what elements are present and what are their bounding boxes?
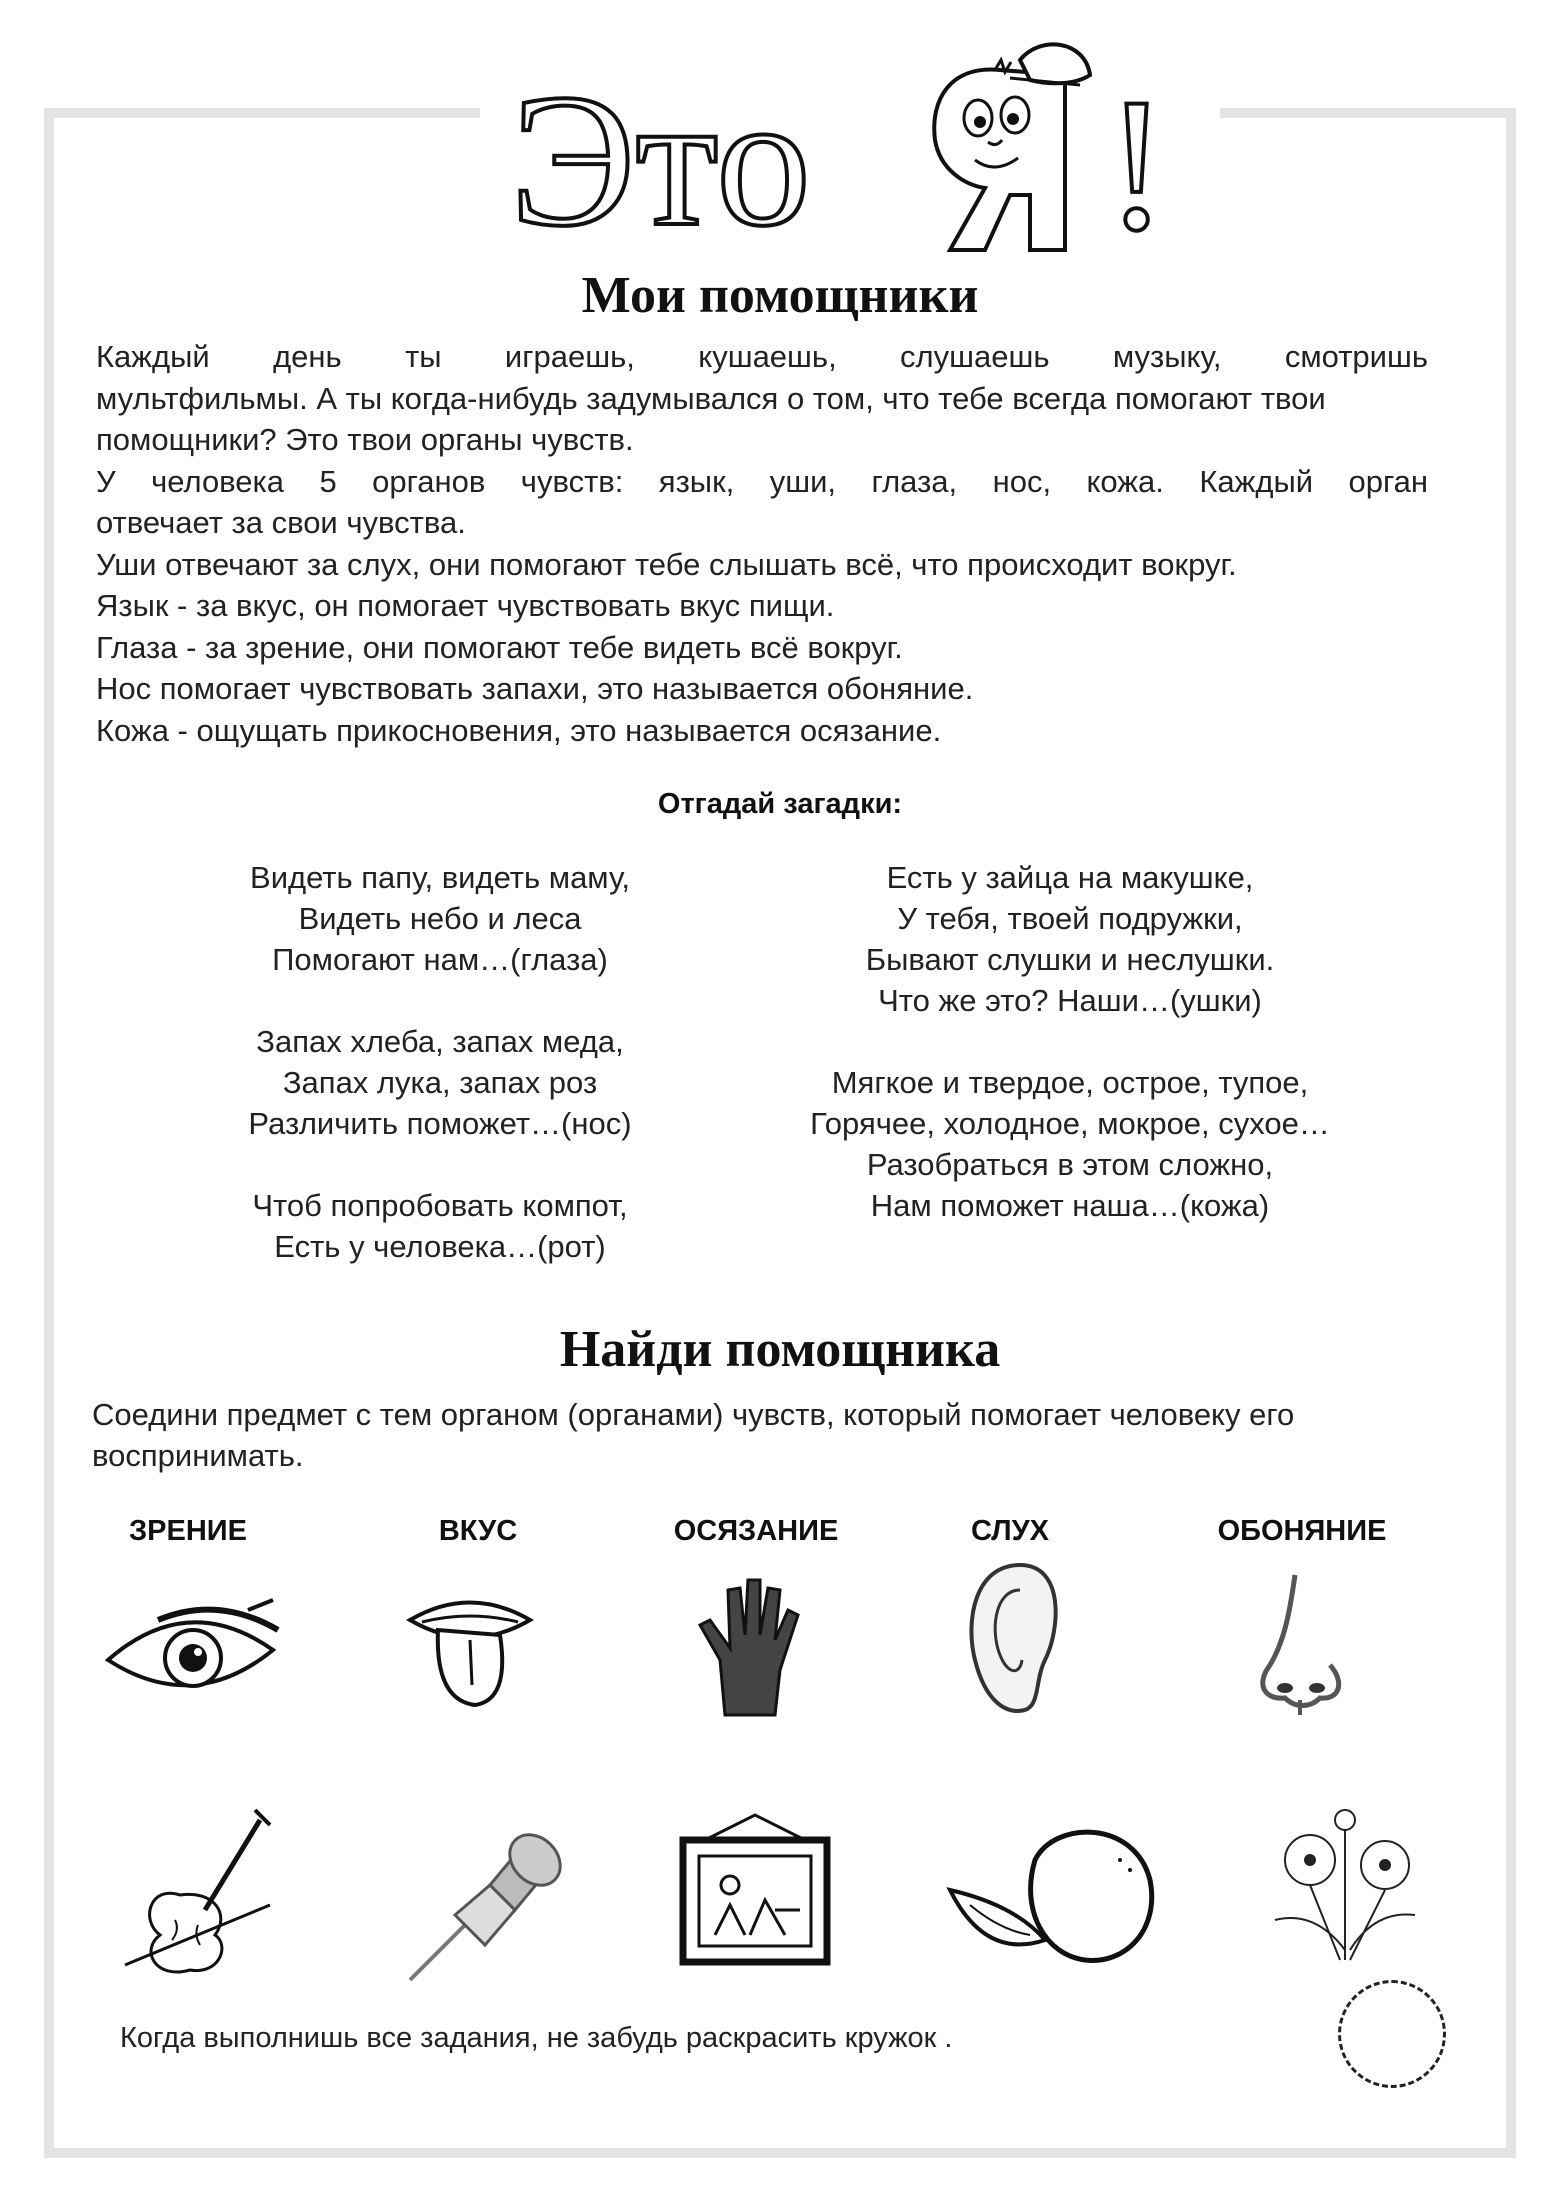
riddle-line: Бывают слушки и неслушки. [865, 942, 1275, 977]
riddle [760, 1062, 1380, 1226]
push-pin-icon[interactable] [400, 1825, 570, 1985]
intro-line: Глаза - за зрение, они помогают тебе видеть всё вокруг. [96, 629, 903, 665]
section-heading-find-helper: Найди помощника [559, 1321, 1001, 1378]
riddle-line: Видеть небо и леса [298, 901, 582, 936]
section-heading-helpers: Мои помощники [581, 267, 979, 324]
riddle [180, 857, 700, 980]
hand-icon[interactable] [690, 1570, 810, 1720]
riddle-line: Чтоб попробовать компот, [252, 1188, 628, 1223]
eye-icon[interactable] [98, 1590, 283, 1710]
sense-label-touch: ОСЯЗАНИЕ [673, 1515, 839, 1547]
title-exclamation: ! [1105, 60, 1169, 270]
intro-line: У человека 5 органов чувств: язык, уши, глаза, нос, кожа. Каждый орган [96, 463, 1428, 499]
color-circle[interactable] [1338, 1980, 1446, 2088]
riddle-line: Различить поможет…(нос) [248, 1106, 632, 1141]
flowers-icon[interactable] [1255, 1800, 1435, 1970]
riddle-line: Нам поможет наша…(кожа) [870, 1188, 1270, 1223]
nose-icon[interactable] [1245, 1570, 1355, 1720]
intro-line: отвечает за свои чувства. [96, 505, 466, 540]
riddles-right-column [760, 857, 1380, 1267]
riddle-line: Что же это? Наши…(ушки) [878, 983, 1262, 1018]
riddle [760, 857, 1380, 1021]
sense-label-taste: ВКУС [438, 1515, 518, 1547]
riddle-line: Запах хлеба, запах меда, [256, 1024, 624, 1059]
riddle [180, 1185, 700, 1267]
footer-instruction: Когда выполнишь все задания, не забудь раскрасить кружок . [120, 2022, 953, 2054]
riddles-left-column [180, 857, 700, 1308]
intro-line: Кожа - ощущать прикосновения, это называется осязание. [96, 712, 942, 748]
lemon-icon[interactable] [945, 1820, 1165, 1970]
riddles-title: Отгадай загадки: [657, 788, 903, 820]
riddle-line: Есть у зайца на макушке, [886, 860, 1254, 895]
task-instruction: Соедини предмет с тем органом (органами) чувств, который помогает человеку его воспринимать. [92, 1397, 1295, 1473]
riddle [180, 1021, 700, 1144]
intro-line: Нос помогает чувствовать запахи, это называется обоняние. [96, 671, 974, 706]
violin-icon[interactable] [120, 1800, 280, 1980]
intro-text [96, 336, 1428, 751]
intro-line: Уши отвечают за слух, они помогают тебе слышать всё, что происходит вокруг. [96, 546, 1237, 582]
riddle-line: У тебя, твоей подружки, [897, 901, 1243, 936]
riddle-line: Разобраться в этом сложно, [866, 1147, 1274, 1182]
intro-line: Язык - за вкус, он помогает чувствовать вкус пищи. [96, 588, 835, 623]
riddle-line: Видеть папу, видеть маму, [250, 860, 630, 895]
intro-line: мультфильмы. А ты когда-нибудь задумывался о том, что тебе всегда помогают твои помощники? Это твои органы чувств. [96, 380, 1326, 457]
riddle-line: Мягкое и твердое, острое, тупое, [831, 1065, 1309, 1100]
riddle-line: Запах лука, запах роз [282, 1065, 598, 1100]
sense-label-smell: ОБОНЯНИЕ [1217, 1515, 1387, 1547]
riddle-line: Есть у человека…(рот) [274, 1229, 606, 1264]
ear-icon[interactable] [960, 1560, 1070, 1720]
framed-picture-icon[interactable] [675, 1810, 835, 1970]
page-title [500, 30, 1200, 270]
mouth-tongue-icon[interactable] [400, 1580, 540, 1720]
riddle-line: Горячее, холодное, мокрое, сухое… [810, 1106, 1330, 1141]
sense-label-hearing: СЛУХ [971, 1515, 1049, 1547]
title-word: Это [510, 56, 811, 266]
sense-label-sight: ЗРЕНИЕ [129, 1515, 247, 1547]
intro-line: Каждый день ты играешь, кушаешь, слушаешь музыку, смотришь [96, 339, 1428, 374]
letter-ya-mascot [890, 30, 1100, 260]
riddle-line: Помогают нам…(глаза) [272, 942, 608, 977]
